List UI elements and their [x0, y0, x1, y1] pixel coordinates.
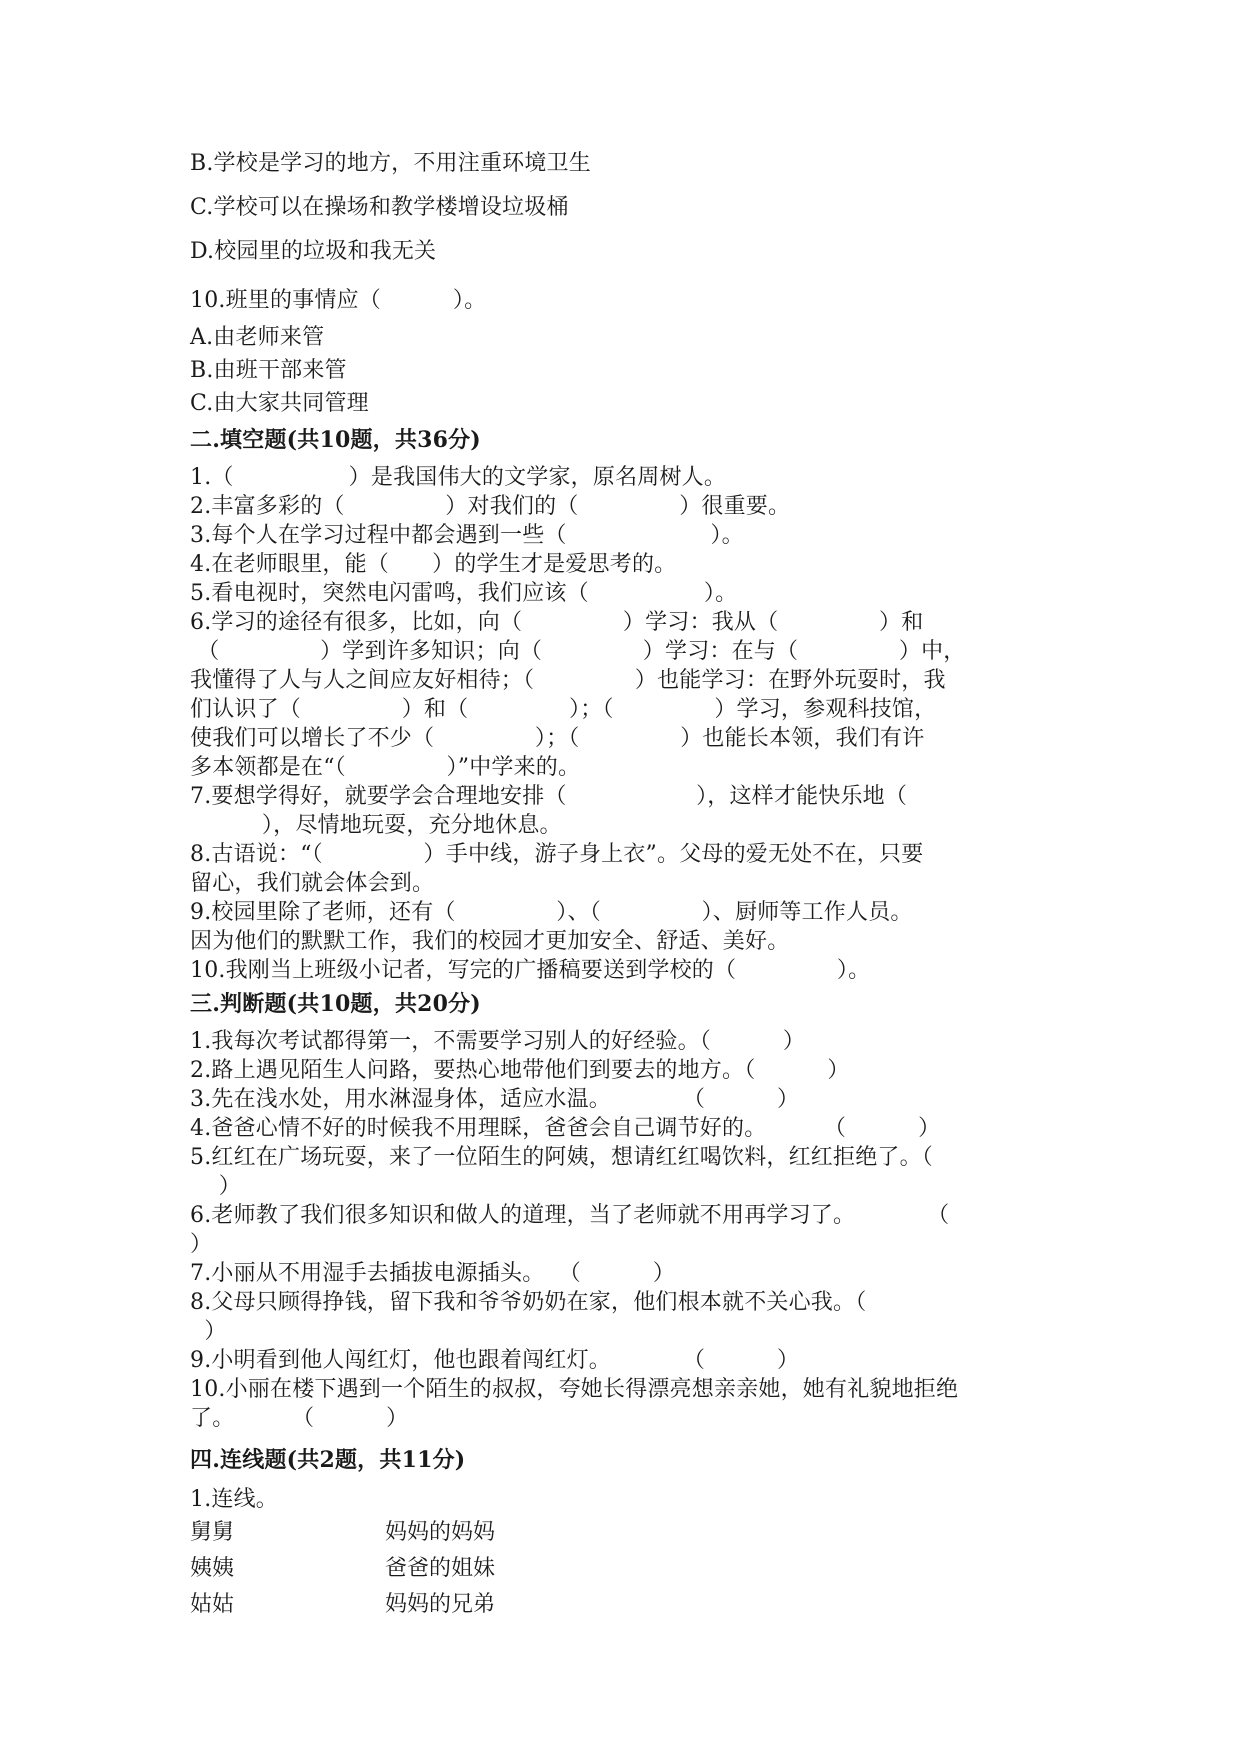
judge-line: 1.我每次考试都得第一，不需要学习别人的好经验。（ ） [190, 1029, 806, 1054]
q10-stem: 10.班里的事情应（ ）。 [190, 288, 487, 313]
match-right-item: 妈妈的妈妈 [385, 1520, 496, 1545]
fill-line: 3.每个人在学习过程中都会遇到一些（ ）。 [190, 523, 744, 548]
section2-heading: 二.填空题(共10题，共36分) [190, 427, 481, 453]
judge-line: 5.红红在广场玩耍，来了一位陌生的阿姨，想请红红喝饮料，红红拒绝了。（ [190, 1145, 933, 1170]
match-left-item: 姨姨 [190, 1556, 235, 1581]
fill-line: 因为他们的默默工作，我们的校园才更加安全、舒适、美好。 [190, 929, 790, 954]
fill-line: 8.古语说：“（ ）手中线，游子身上衣”。父母的爱无处不在，只要 [190, 842, 924, 867]
fill-line: 使我们可以增长了不少（ ）；（ ）也能长本领，我们有许 [190, 726, 925, 751]
match-left-item: 姑姑 [190, 1592, 235, 1617]
fill-line: （ ）学到许多知识；向（ ）学习：在与（ ）中， [190, 639, 966, 664]
fill-line: 我懂得了人与人之间应友好相待；（ ）也能学习：在野外玩耍时，我 [190, 668, 946, 693]
judge-line: 4.爸爸心情不好的时候我不用理睬，爸爸会自己调节好的。 （ ） [190, 1116, 941, 1141]
judge-line: 了。 （ ） [190, 1406, 409, 1431]
fill-line: 们认识了（ ）和（ ）；（ ）学习，参观科技馆， [190, 697, 937, 722]
fill-line: ），尽情地玩耍，充分地休息。 [190, 813, 562, 838]
q9-option-b: B.学校是学习的地方，不用注重环境卫生 [190, 151, 591, 176]
match-right-item: 爸爸的姐妹 [385, 1556, 496, 1581]
q9-option-d: D.校园里的垃圾和我无关 [190, 239, 437, 264]
fill-line: 9.校园里除了老师，还有（ ）、（ ）、厨师等工作人员。 [190, 900, 913, 925]
q10-option-c: C.由大家共同管理 [190, 391, 369, 416]
fill-line: 10.我刚当上班级小记者，写完的广播稿要送到学校的（ ）。 [190, 958, 871, 983]
judge-line: ） [190, 1232, 213, 1257]
section3-heading: 三.判断题(共10题，共20分) [190, 991, 481, 1017]
judge-line: 9.小明看到他人闯红灯，他也跟着闯红灯。 （ ） [190, 1348, 800, 1373]
judge-line: 8.父母只顾得挣钱，留下我和爷爷奶奶在家，他们根本就不关心我。（ [190, 1290, 867, 1315]
fill-line: 4.在老师眼里，能（ ）的学生才是爱思考的。 [190, 552, 677, 577]
fill-line: 1.（ ）是我国伟大的文学家，原名周树人。 [190, 465, 727, 490]
judge-line: 6.老师教了我们很多知识和做人的道理，当了老师就不用再学习了。 （ [190, 1203, 950, 1228]
fill-line: 5.看电视时，突然电闪雷鸣，我们应该（ ）。 [190, 581, 738, 606]
judge-line: 7.小丽从不用湿手去插拔电源插头。 （ ） [190, 1261, 676, 1286]
q10-option-b: B.由班干部来管 [190, 358, 347, 383]
fill-line: 2.丰富多彩的（ ）对我们的（ ）很重要。 [190, 494, 791, 519]
section4-heading: 四.连线题(共2题，共11分) [190, 1447, 466, 1473]
fill-line: 留心，我们就会体会到。 [190, 871, 435, 896]
fill-line: 7.要想学得好，就要学会合理地安排（ ），这样才能快乐地（ [190, 784, 908, 809]
judge-line: 10.小丽在楼下遇到一个陌生的叔叔，夸她长得漂亮想亲亲她，她有礼貌地拒绝 [190, 1377, 959, 1402]
q10-option-a: A.由老师来管 [190, 325, 325, 350]
fill-line: 6.学习的途径有很多，比如，向（ ）学习：我从（ ）和 [190, 610, 924, 635]
judge-line: 3.先在浅水处，用水淋湿身体，适应水温。 （ ） [190, 1087, 800, 1112]
fill-line: 多本领都是在“（ ）”中学来的。 [190, 755, 581, 780]
judge-line: 2.路上遇见陌生人问路，要热心地带他们到要去的地方。（ ） [190, 1058, 850, 1083]
q9-option-c: C.学校可以在操场和教学楼增设垃圾桶 [190, 195, 569, 220]
judge-line: ） [190, 1319, 227, 1344]
match-right-item: 妈妈的兄弟 [385, 1592, 496, 1617]
match-left-item: 舅舅 [190, 1520, 235, 1545]
match-stem: 1.连线。 [190, 1487, 278, 1512]
judge-line: ） [190, 1174, 241, 1199]
